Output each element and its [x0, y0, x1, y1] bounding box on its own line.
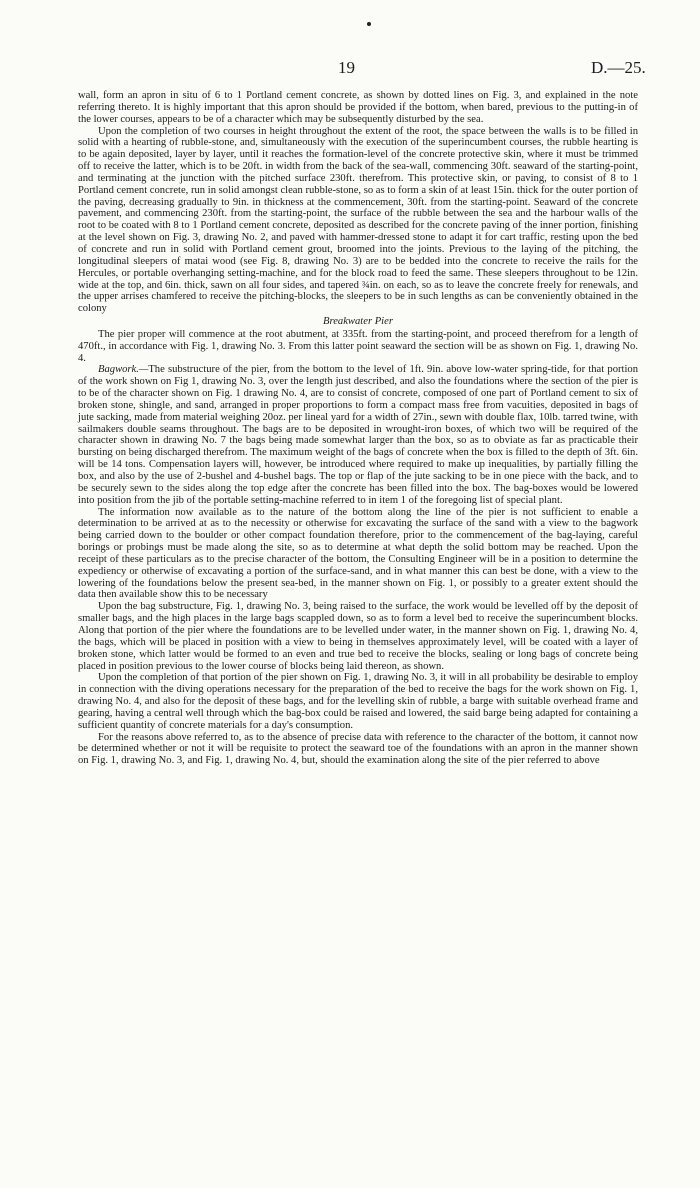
series-code: D.—25.: [591, 58, 646, 77]
paragraph-root-hearting: Upon the completion of two courses in height throughout the extent of the root, the space between the walls is to be filled in solid with a hearting of rubble-stone, and, simultaneously with the execution of the superincumbent courses, the rubble hearting is to be again deposited, layer by layer, until it reaches the formation-level of the concrete protective skin, where it must be trimmed off to receive the latter, which is to be 20ft. in width from the back of the sea-wall, commencing 30ft. seaward of the starting-point, and terminating at the junction with the pitched surface 230ft. therefrom. This protective skin, or paving, to consist of 8 to 1 Portland cement concrete, run in solid amongst clean rubble-stone, so as to form a skin of at least 15in. thick for the outer portion of the paving, decreasing gradually to 9in. in thickness at the commencement, 30ft. from the starting-point. Seaward of the concrete pavement, and commencing 230ft. from the starting-point, the surface of the rubble between the sea and the harbour walls of the root to be coated with 8 to 1 Portland cement concrete, deposited as described for the concrete paving of the inner portion, finishing at the level shown on Fig. 3, drawing No. 2, and paved with hammer-dressed stone to adapt it for cart traffic, resting upon the bed of concrete and run in solid with Portland cement grout, broomed into the joints. Previous to the laying of the pitching, the longitudinal sleepers of matai wood (see Fig. 8, drawing No. 3) are to be bedded into the concrete to receive the rails for the Hercules, or portable overhanging setting-machine, and for the block road to feed the same. These sleepers throughout to be 12in. wide at the top, and 6in. thick, sawn on all four sides, and tapered ¾in. on each, so as to leave the concrete freely for renewals, and the upper arrises chamfered to receive the pitching-blocks, the sleepers to be in such lengths as can be conveniently obtained in the colony: [78, 125, 638, 315]
bagwork-text: The substructure of the pier, from the bottom to the level of 1ft. 9in. above low-water spring-tide, for that portion of the work shown on Fig 1, drawing No. 3, over the length just described, and also the foundations where the section of the pier is to be of the character shown on Fig. 1 drawing No. 4, are to consist of concrete, composed of one part of Portland cement to six of broken stone, shingle, and sand, arranged in proper proportions to form a compact mass free from vacuities, deposited in bags of jute sacking, made from material weighing 20oz. per lineal yard for a width of 27in., sewn with double flax, 10lb. tarred twine, with sailmakers double seams throughout. The bags are to be deposited in wrought-iron boxes, of which two will be required of the character shown in drawing No. 7 the bags being made somewhat larger than the box, so as to obviate as far as practicable their bursting on being discharged therefrom. The maximum weight of the bags of concrete when the box is filled to the depth of 3ft. 6in. will be 14 tons. Compensation layers will, however, be introduced where required to make up inequalities, by partially filling the box, and also by the use of 2-bushel and 4-bushel bags. The top or flap of the jute sacking to be in one piece with the back, and to be securely sewn to the sides along the top edge after the concrete has been filled into the box. The bag-boxes would be lowered into position from the jib of the portable setting-machine referred to in item 1 of the foregoing list of special plant.: [78, 364, 638, 506]
paragraph-bag-substructure: Upon the bag substructure, Fig. 1, drawing No. 3, being raised to the surface, the work would be levelled off by the deposit of smaller bags, and the high places in the large bags scappled down, so as to form a level bed to receive the superincumbent blocks. Along that portion of the pier where the foundations are to be levelled under water, in the manner shown on Fig. 1, drawing No. 4, the bags, which will be placed in position with a view to being in themselves approximately level, will be coated with a layer of broken stone, which latter would be formed to an even and true bed to receive the blocks, sealing or long bags of concrete being placed in position previous to the lower course of blocks being laid thereon, as shown.: [78, 601, 638, 672]
paragraph-pier-proper: The pier proper will commence at the root abutment, at 335ft. from the starting-point, and proceed therefrom for a length of 470ft., in accordance with Fig. 1, drawing No. 3. From this latter point seaward the section will be as shown on Fig. 1, drawing No. 4.: [78, 328, 638, 364]
bagwork-lead: Bagwork.—: [98, 364, 149, 376]
paragraph-bagwork: [78, 364, 638, 506]
paragraph-information: The information now available as to the nature of the bottom along the line of the pier is not sufficient to enable a determination to be arrived at as to the necessity or otherwise for excavating the surface of the sand with a view to the bagwork being carried down to the boulder or other compact foundation therefore, prior to the commencement of the bag-laying, careful borings or probings must be made along the site, so as to determine at what depth the solid bottom may be reached. Upon the receipt of these particulars as to the precise character of the bottom, the Consulting Engineer will be in a position to determine the expediency or otherwise of excavating a portion of the surface-sand, and in what manner this can best be done, with a view to the lowering of the foundations below the present sea-bed, in the manner shown on Fig. 1, or possibly to a greater extent should the data then available show this to be necessary: [78, 506, 638, 601]
paragraph-apron-toe: For the reasons above referred to, as to the absence of precise data with reference to the character of the bottom, it cannot now be determined whether or not it will be requisite to protect the seaward toe of the foundations with an apron in the manner shown on Fig. 1, drawing No. 3, and Fig. 1, drawing No. 4, but, should the examination along the site of the pier referred to above: [78, 731, 638, 767]
page-number: 19: [338, 58, 355, 77]
print-mark: [367, 22, 371, 26]
body-text: [78, 90, 638, 767]
paragraph-apron: wall, form an apron in situ of 6 to 1 Portland cement concrete, as shown by dotted lines on Fig. 3, and explained in the note referring thereto. It is highly important that this apron should be provided if the bottom, when bared, previous to the putting-in of the lower courses, appears to be of a character which may be subsequently disturbed by the sea.: [78, 90, 638, 125]
section-heading: Breakwater Pier: [323, 316, 393, 328]
paragraph-barge: Upon the completion of that portion of the pier shown on Fig. 1, drawing No. 3, it will in all probability be desirable to employ in connection with the diving operations necessary for the preparation of the bed to receive the bags for the work shown on Fig. 1, drawing No. 4, and also for the deposit of these bags, and for the levelling skin of rubble, a barge with suitable overhead frame and gearing, having a central well through which the bag-box could be raised and lowered, the said barge being adapted for containing a sufficient quantity of concrete materials for a day's consumption.: [78, 672, 638, 731]
